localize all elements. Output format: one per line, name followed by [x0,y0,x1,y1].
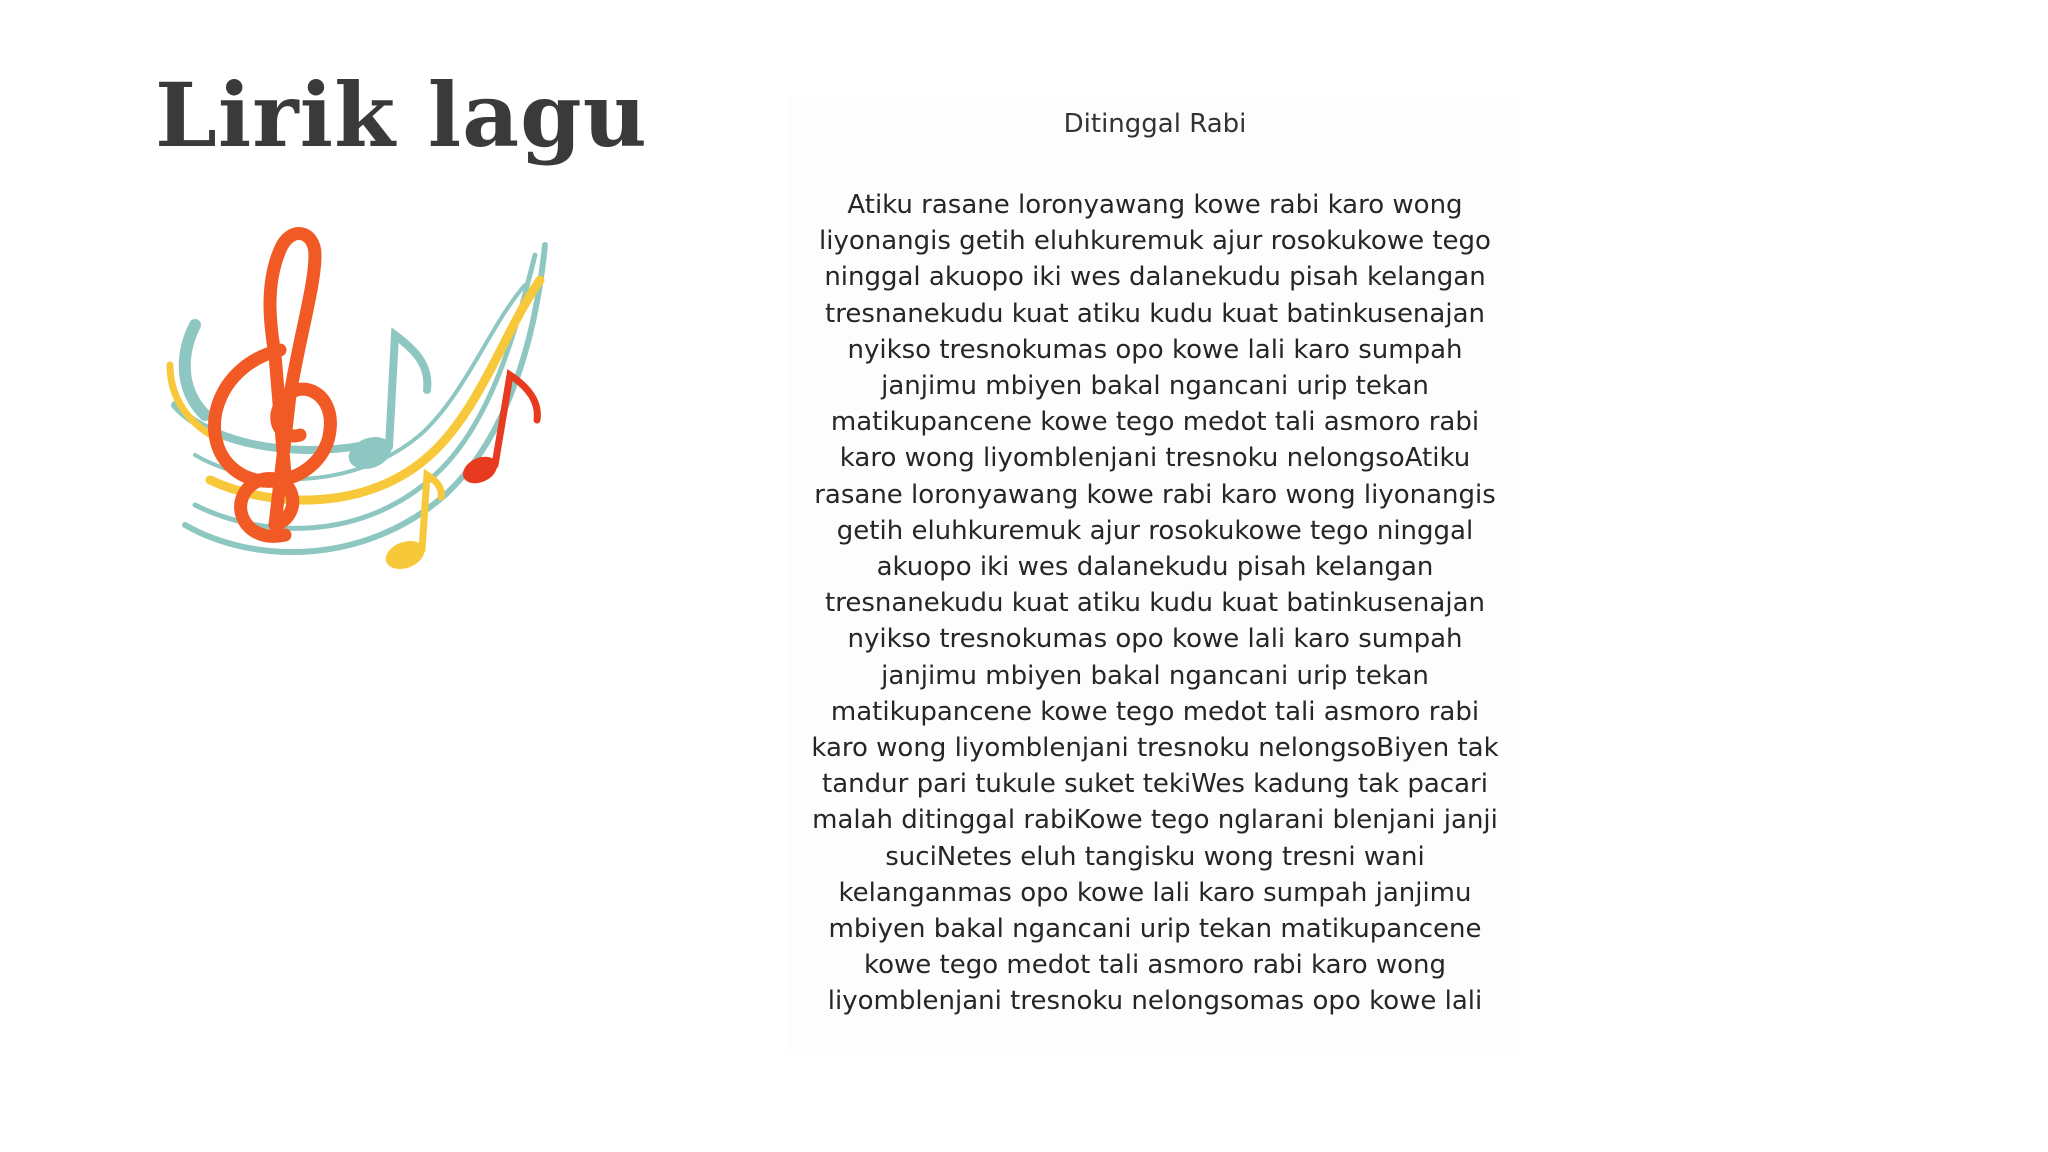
lyric-line: ninggal akuopo iki wes dalanekudu pisah kelangan [824,262,1486,293]
lyric-line: getih eluhkuremuk ajur rosokukowe tego ninggal [836,515,1474,546]
song-title: Ditinggal Rabi [1063,109,1247,139]
slide-title: Lirik lagu [155,63,648,167]
eighth-note-yellow-icon [382,475,442,574]
lyric-line: karo wong liyomblenjani tresnoku nelongsoBiyen tak [811,733,1499,764]
lyric-line: matikupancene kowe tego medot tali asmoro rabi [830,407,1480,438]
lyric-line: janjimu mbiyen bakal ngancani urip tekan [881,371,1429,402]
lyric-line: nyikso tresnokumas opo kowe lali karo sumpah [847,624,1463,655]
lyric-line: tandur pari tukule suket tekiWes kadung tak pacari [822,769,1488,800]
music-notes-icon [165,225,565,580]
lyric-line: mbiyen bakal ngancani urip tekan matikupancene [828,914,1482,945]
lyric-line: tresnanekudu kuat atiku kudu kuat batinkusenajan [825,588,1485,619]
eighth-notes-teal-icon [344,335,427,475]
lyric-line: janjimu mbiyen bakal ngancani urip tekan [881,660,1429,691]
lyric-line: liyomblenjani tresnoku nelongsomas opo kowe lali [827,986,1483,1017]
lyric-line: suciNetes eluh tangisku wong tresni wani [885,841,1425,872]
lyrics-document [790,95,1520,1055]
lyric-line: matikupancene kowe tego medot tali asmoro rabi [830,696,1480,727]
lyric-line: karo wong liyomblenjani tresnoku nelongsoAtiku [839,443,1471,474]
lyric-line: kelanganmas opo kowe lali karo sumpah janjimu [838,877,1472,908]
lyric-line: liyonangis getih eluhkuremuk ajur rosokukowe tego [819,226,1491,257]
lyric-line: Atiku rasane loronyawang kowe rabi karo wong [847,190,1463,220]
lyrics-lines [790,187,1520,1020]
lyric-line: rasane loronyawang kowe rabi karo wong liyonangis [814,479,1496,510]
lyric-line: nyikso tresnokumas opo kowe lali karo sumpah [847,334,1463,365]
lyric-line: malah ditinggal rabiKowe tego nglarani blenjani janji [812,805,1498,836]
lyric-line: akuopo iki wes dalanekudu pisah kelangan [876,552,1434,583]
staff-wave-teal-left [185,325,205,415]
lyric-line: tresnanekudu kuat atiku kudu kuat batinkusenajan [825,298,1485,329]
lyric-line: kowe tego medot tali asmoro rabi karo wong [863,950,1447,981]
